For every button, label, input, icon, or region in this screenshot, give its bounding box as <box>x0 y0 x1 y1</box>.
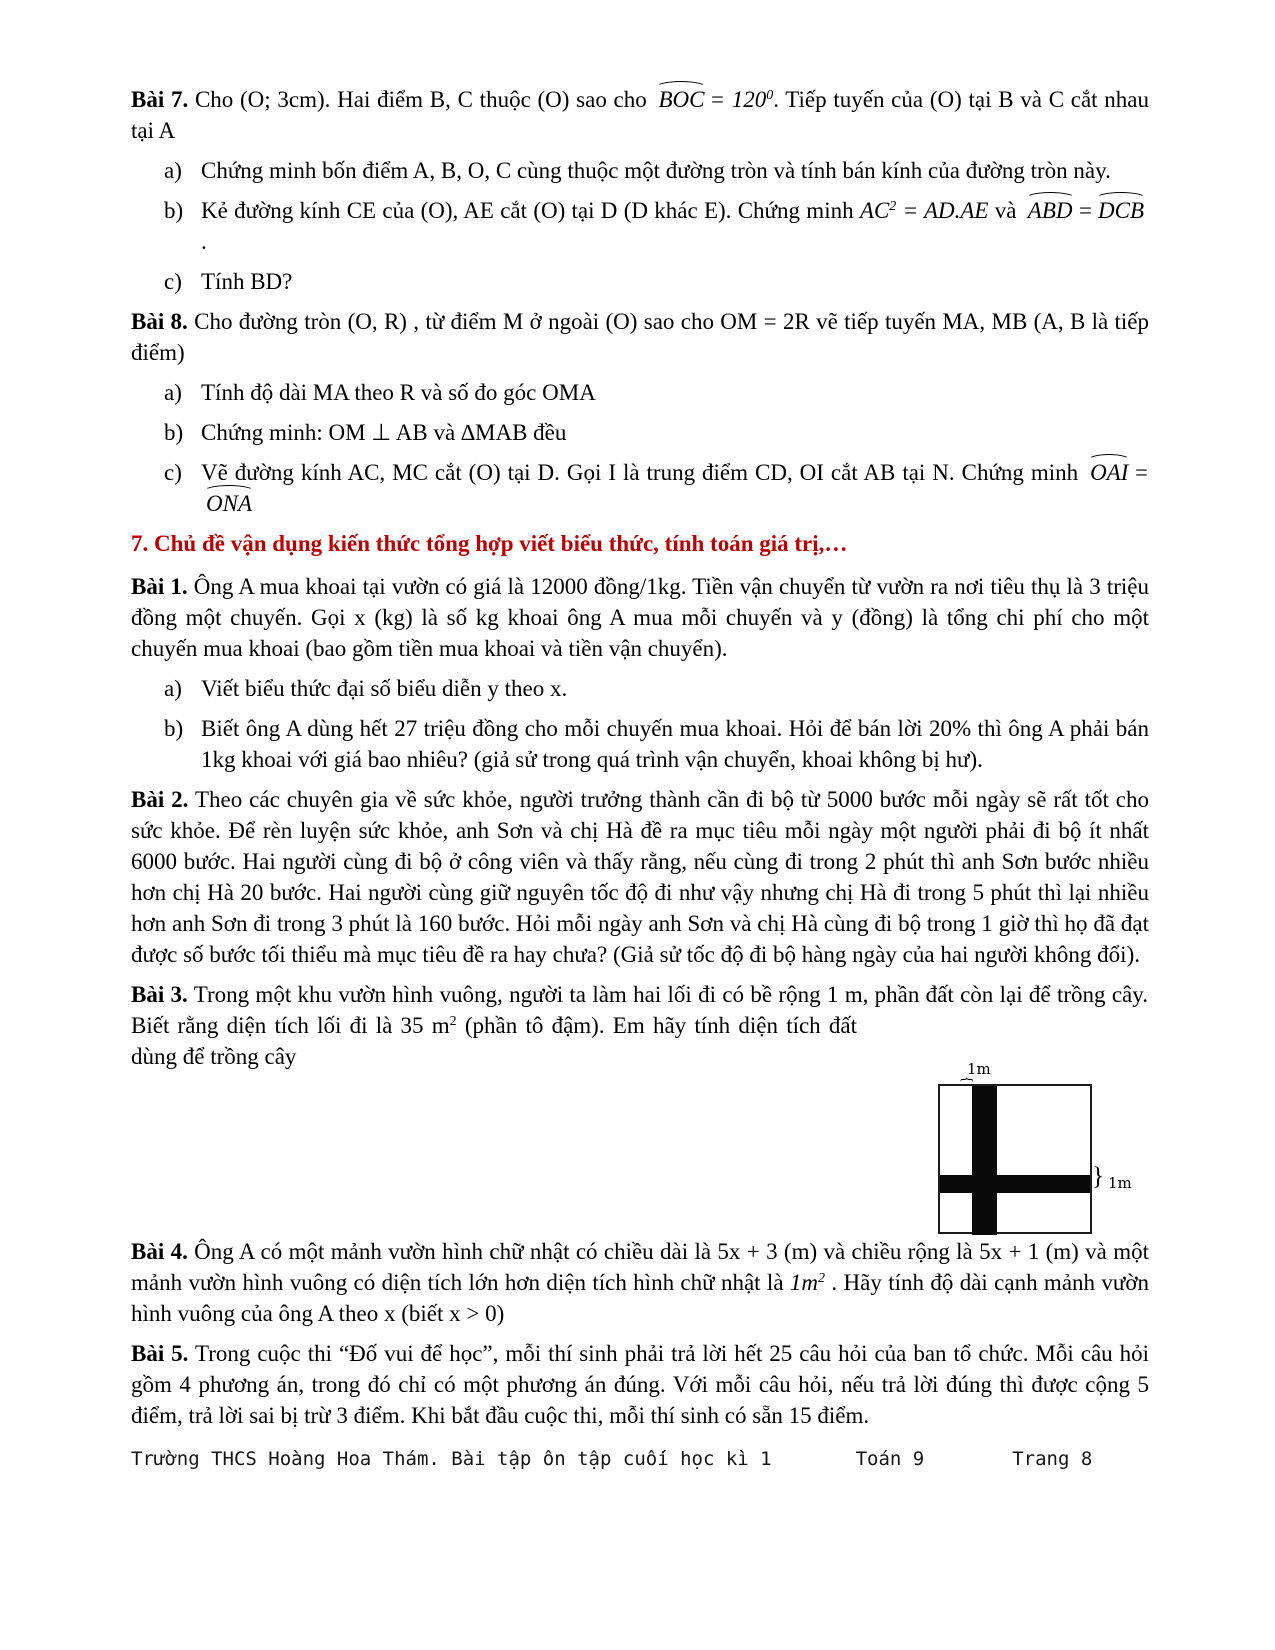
problem-8-label: Bài 8. <box>131 309 188 334</box>
item-marker: c) <box>164 460 182 485</box>
equals-sign: = <box>1133 460 1149 485</box>
degree-superscript: 0 <box>766 88 774 103</box>
figure-float-spacer <box>1148 979 1149 1012</box>
problem-3 <box>131 979 1149 1192</box>
section-heading: 7. Chủ đề vận dụng kiến thức tổng hợp viết biểu thức, tính toán giá trị,… <box>131 531 848 556</box>
angle-abd-formula: ABD <box>1026 195 1075 226</box>
formula-1m-exponent: 2 <box>818 1271 826 1286</box>
item-text: Tính độ dài MA theo R và số đo góc OMA <box>201 380 596 405</box>
item-marker: a) <box>164 676 182 701</box>
problem-1-label: Bài 1. <box>131 574 188 599</box>
horizontal-path-stripe <box>940 1175 1090 1193</box>
angle-ona-formula: ONA <box>204 488 254 519</box>
problem-4 <box>131 1236 1149 1329</box>
problem-3-text-1: Trong một khu vườn hình vuông, người ta làm hai lối đi có bề rộng 1 m, phần đất còn lại để trồng cây. Biết rằng diện tích lối đi là 35 m <box>131 982 1148 1038</box>
item-text: Tính BD? <box>201 269 293 294</box>
figure-right-brace: } <box>1092 1163 1104 1190</box>
item-text: Chứng minh bốn điểm A, B, O, C cùng thuộc một đường tròn và tính bán kính của đường tròn này. <box>201 158 1111 183</box>
item-text: Chứng minh: OM ⊥ AB và ∆MAB đều <box>201 420 567 445</box>
problem-4-text-1: Ông A có một mảnh vườn hình chữ nhật có chiều dài là 5x + 3 (m) và chiều rộng là 5x + 1 (m) và một mảnh vườn hình vuông có diện tích lớn hơn diện tích hình chữ nhật là <box>131 1239 1149 1295</box>
problem-8-intro <box>131 306 1149 368</box>
footer-page-number: Trang 8 <box>1012 1448 1093 1470</box>
item-marker: b) <box>164 420 184 445</box>
problem-8-item-a <box>131 377 1149 408</box>
formula-ac: AC <box>859 198 890 223</box>
item-text <box>201 195 1149 257</box>
item-b-text-2: và <box>994 198 1017 223</box>
vertical-path-stripe <box>972 1086 997 1235</box>
problem-5-label: Bài 5. <box>131 1341 189 1366</box>
figure-right-dimension-label: 1m <box>1108 1174 1132 1192</box>
problem-4-label: Bài 4. <box>131 1239 188 1264</box>
garden-square <box>938 1084 1092 1234</box>
angle-boc-value: = 120 <box>709 87 767 112</box>
figure-top-dimension-label: 1m <box>967 1060 991 1078</box>
problem-7-label: Bài 7. <box>131 87 189 112</box>
item-marker: c) <box>164 269 182 294</box>
formula-1m: 1m <box>789 1270 819 1295</box>
item-text <box>201 457 1149 519</box>
problem-8-item-c <box>131 457 1149 519</box>
angle-dcb-formula: DCB <box>1096 195 1146 226</box>
problem-1-item-b <box>131 713 1149 775</box>
item-b-text-3: . <box>201 229 207 254</box>
problem-4-text-2: . Hãy tính độ dài cạnh mảnh vườn hình vuông của ông A theo x (biết x > 0) <box>131 1270 1150 1326</box>
item-marker: b) <box>164 716 184 741</box>
problem-7-text-1: Cho (O; 3cm). Hai điểm B, C thuộc (O) sao cho <box>194 87 647 112</box>
problem-1-text: Ông A mua khoai tại vườn có giá là 12000 đồng/1kg. Tiền vận chuyển từ vườn ra nơi tiêu thụ là 3 triệu đồng một chuyến. Gọi x (kg) là số kg khoai ông A mua mỗi chuyến và y (đồng) là tổng chi phí cho một chuyến mua khoai (bao gồm tiền mua khoai và tiền vận chuyển). <box>131 574 1150 661</box>
problem-5-text: Trong cuộc thi “Đố vui để học”, mỗi thí sinh phải trả lời hết 25 câu hỏi của ban tổ chức. Mỗi câu hỏi gồm 4 phương án, trong đó chỉ có một phương án đúng. Với mỗi câu hỏi, nếu trả lời đúng thì được cộng 5 điểm, trả lời sai bị trừ 3 điểm. Khi bắt đầu cuộc thi, mỗi thí sinh có sẵn 15 điểm. <box>131 1341 1149 1428</box>
angle-boc-formula: BOC <box>656 84 706 115</box>
problem-8-text: Cho đường tròn (O, R) , từ điểm M ở ngoài (O) sao cho OM = 2R vẽ tiếp tuyến MA, MB (A, B là tiếp điểm) <box>131 309 1150 365</box>
item-text: Viết biểu thức đại số biểu diễn y theo x. <box>201 676 568 701</box>
item-marker: a) <box>164 158 182 183</box>
problem-5 <box>131 1338 1149 1431</box>
figure-top-brace: { <box>959 1075 976 1084</box>
problem-7-text-2: . Tiếp tuyến của (O) tại B và C cắt nhau tại A <box>131 87 1150 143</box>
formula-adae: = AD.AE <box>902 198 989 223</box>
footer-subject: Toán 9 <box>855 1448 925 1470</box>
formula-ac-exponent: 2 <box>889 199 897 214</box>
item-marker: a) <box>164 380 182 405</box>
page-footer <box>131 1447 1149 1471</box>
problem-2-text: Theo các chuyên gia về sức khỏe, người trưởng thành cần đi bộ từ 5000 bước mỗi ngày sẽ rất tốt cho sức khỏe. Để rèn luyện sức khỏe, anh Sơn và chị Hà đề ra mục tiêu mỗi ngày một người phải đi bộ ít nhất 6000 bước. Hai người cùng đi bộ ở công viên và thấy rằng, nếu cùng đi trong 2 phút thì anh Sơn bước nhiều hơn chị Hà 20 bước. Hai người cùng giữ nguyên tốc độ đi như vậy nhưng chị Hà đi trong 5 phút thì lại nhiều hơn anh Sơn đi trong 3 phút là 160 bước. Hỏi mỗi ngày anh Sơn và chị Hà cùng đi bộ trong 1 giờ thì họ đã đạt được số bước tối thiểu mà mục tiêu đề ra hay chưa? (Giả sử tốc độ đi bộ hàng ngày của hai người không đổi). <box>131 787 1149 967</box>
square-meter-exponent: 2 <box>449 1014 457 1029</box>
problem-7-intro <box>131 84 1149 146</box>
item-text: Biết ông A dùng hết 27 triệu đồng cho mỗi chuyến mua khoai. Hỏi để bán lời 20% thì ông A phải bán 1kg khoai với giá bao nhiêu? (giả sử trong quá trình vận chuyển, khoai không bị hư). <box>201 716 1149 772</box>
problem-7-item-a <box>131 155 1149 186</box>
problem-7-item-c <box>131 266 1149 297</box>
item-b-text-1: Kẻ đường kính CE của (O), AE cắt (O) tại D (D khác E). Chứng minh <box>201 198 854 223</box>
item-marker: b) <box>164 198 184 223</box>
footer-school-title: Trường THCS Hoàng Hoa Thám. Bài tập ôn tập cuối học kì 1 <box>131 1448 772 1470</box>
equals-sign: = <box>1077 198 1094 223</box>
garden-paths-figure <box>857 1012 1149 1236</box>
problem-1-item-a <box>131 673 1149 704</box>
problem-2 <box>131 784 1149 970</box>
problem-8-item-b <box>131 417 1149 448</box>
problem-3-label: Bài 3. <box>131 982 188 1007</box>
angle-oai-formula: OAI <box>1088 457 1130 488</box>
problem-2-label: Bài 2. <box>131 787 189 812</box>
problem-3-text-2: (phần tô đậm). Em hãy tính diện tích đất dùng để trồng cây <box>131 1013 857 1069</box>
problem-1-intro <box>131 571 1149 664</box>
item-c-text-1: Vẽ đường kính AC, MC cắt (O) tại D. Gọi I là trung điểm CD, OI cắt AB tại N. Chứng minh <box>201 460 1079 485</box>
problem-7-item-b <box>131 195 1149 257</box>
